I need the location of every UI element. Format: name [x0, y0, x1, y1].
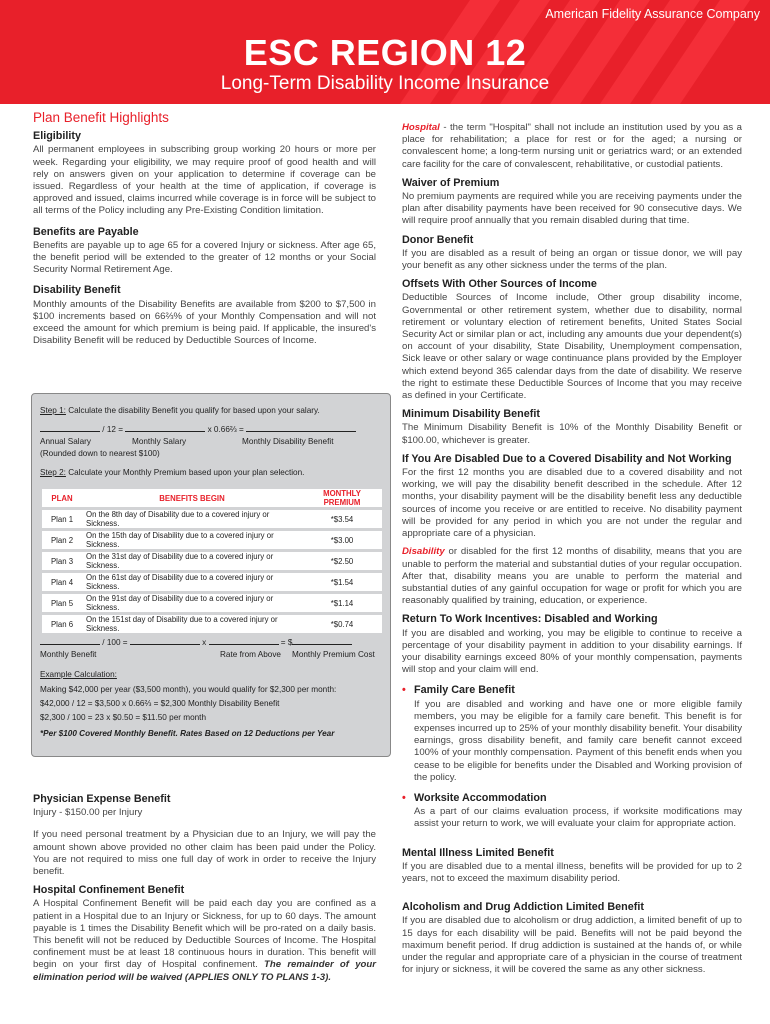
rate-label: Rate from Above — [220, 650, 281, 659]
formula2b: x — [202, 638, 207, 647]
table-row — [42, 615, 382, 633]
disability-term: Disability — [402, 546, 445, 558]
plan-cell: Plan 3 — [42, 552, 82, 570]
table-row — [42, 531, 382, 549]
step1-text: Calculate the disability Benefit you qualify for based upon your salary. — [68, 406, 320, 415]
plan-cell: Plan 4 — [42, 573, 82, 591]
plan-table — [42, 486, 382, 636]
disability-heading: Disability Benefit — [33, 284, 121, 297]
example-line-1: Making $42,000 per year ($3,500 month), you would qualify for $2,300 per month: — [40, 685, 337, 694]
bullet-icon: • — [402, 791, 406, 804]
covered-text: For the first 12 months you are disabled due to a covered disability and not working, we will pay the disability benefit described in the schedule. After 12 months, your disability payment will be the disability benefit less any deductible sources of income you receive or are entitled to receive. No disability payment will be provided for any period in which you are not under the regular and appropriate care of a physician. — [402, 467, 742, 540]
rtw-heading: Return To Work Incentives: Disabled and Working — [402, 613, 658, 626]
donor-text: If you are disabled as a result of being an organ or tissue donor, we will pay your benefit as any other sickness under the terms of the plan. — [402, 247, 742, 272]
worksite-text: As a part of our claims evaluation process, if worksite modifications may assist your return to work, we will evaluate your claim for appropriate action. — [414, 806, 742, 830]
payable-heading: Benefits are Payable — [33, 225, 139, 238]
begins-cell: On the 15th day of Disability due to a covered injury or Sickness. — [82, 531, 302, 549]
offsets-heading: Offsets With Other Sources of Income — [402, 278, 597, 291]
worksite-heading: Worksite Accommodation — [414, 791, 547, 804]
hospital-bold: The remainder of your elimination period will be waived (APPLIES ONLY TO PLANS 1-3). — [33, 959, 376, 983]
minimum-text: The Minimum Disability Benefit is 10% of the Monthly Disability Benefit or $100.00, whichever is greater. — [402, 422, 742, 446]
footnote: *Per $100 Covered Monthly Benefit. Rates Based on 12 Deductions per Year — [40, 729, 335, 738]
bullet-icon: • — [402, 684, 406, 697]
step2-text: Calculate your Monthly Premium based upon your plan selection. — [68, 468, 305, 477]
calculation-box — [31, 393, 391, 757]
table-row — [42, 573, 382, 591]
premium-cell: *$3.54 — [302, 510, 382, 528]
table-row — [42, 552, 382, 570]
table-row — [42, 594, 382, 612]
physician-sub: Injury - $150.00 per Injury — [33, 807, 143, 819]
hospital-definition — [402, 122, 742, 171]
mental-heading: Mental Illness Limited Benefit — [402, 846, 554, 859]
hospital-term: Hospital — [402, 122, 440, 133]
formula2a: / 100 = — [102, 638, 128, 647]
example-line-3: $2,300 / 100 = 23 x $0.50 = $11.50 per month — [40, 713, 206, 722]
eligibility-text: All permanent employees in subscribing group working 20 hours or more per week. Regarding your eligibility, we may require proof of good health and will rely on answers given on your application to determine if coverage can be issued. Regardless of your health at the time of application, if coverage is approved and issued, claims incurred while coverage is in force will be subject to all terms of the Policy including any Pre-Existing Condition limitation. — [33, 144, 376, 217]
right-column — [402, 122, 742, 976]
disability-def: or disabled for the first 12 months of disability, means that you are unable to perform the material and substantial duties of your regular occupation. After that, disability means you are unable to perform the material and substantial duties of any gainful occupation for wage or profit for which you are reasonably qualified by training, education, or experience. — [402, 546, 742, 607]
alcohol-text: If you are disabled due to alcoholism or drug addiction, a limited benefit of up to 15 days for each disability will be paid. Benefits will not be paid beyond the maximum benefit period. If drug addiction is sustained at the hands of, or while under the regular and appropriate care of a physician in the course of treatment for injury or sickness, it will be covered the same as any other sickness. — [402, 915, 742, 976]
example-heading: Example Calculation: — [40, 670, 117, 679]
premium-cell: *$1.14 — [302, 594, 382, 612]
col-plan: PLAN — [42, 489, 82, 507]
col-premium: MONTHLY PREMIUM — [302, 489, 382, 507]
family-heading: Family Care Benefit — [414, 684, 515, 697]
step1-label: Step 1: — [40, 406, 66, 415]
monthly-benefit-label: Monthly Benefit — [40, 650, 97, 659]
annual-salary-label: Annual Salary — [40, 437, 91, 446]
section-title: Plan Benefit Highlights — [33, 110, 169, 125]
rtw-text: If you are disabled and working, you may be eligible to continue to receive a percentage of your disability payment in addition to your disability earnings. If your disability earnings exceed 80% of your monthly compensation, payments will stop and your claim will end. — [402, 627, 742, 676]
payable-text: Benefits are payable up to age 65 for a covered Injury or sickness. After age 65, the benefit period will be extended to the greater of 12 months or your Social Security Normal Retirement Age. — [33, 239, 376, 276]
hospital-text — [33, 898, 376, 983]
begins-cell: On the 151st day of Disability due to a covered injury or Sickness. — [82, 615, 302, 633]
header-banner — [0, 0, 770, 104]
rounded-note: (Rounded down to nearest $100) — [40, 449, 160, 458]
eligibility-heading: Eligibility — [33, 130, 81, 143]
example-line-2: $42,000 / 12 = $3,500 x 0.66⅔ = $2,300 Monthly Disability Benefit — [40, 699, 280, 708]
begins-cell: On the 61st day of Disability due to a covered injury or Sickness. — [82, 573, 302, 591]
alcohol-heading: Alcoholism and Drug Addiction Limited Benefit — [402, 901, 644, 914]
covered-heading: If You Are Disabled Due to a Covered Disability and Not Working — [402, 452, 732, 465]
physician-text: If you need personal treatment by a Physician due to an Injury, we will pay the amount shown above provided no other claim has been paid under the Policy. You are not required to miss one full day of work in order to receive the Injury benefit. — [33, 829, 376, 878]
offsets-text: Deductible Sources of Income include, Other group disability income, Governmental or other retirement system, whether due to disability, normal retirement or voluntary election of retirement benefits, United States Social Security Act or similar plan or act, including any amounts due your dependent(s) on account of your disability, State Disability, Unemployment compensation, Sick leave or other salary or wage continuance plans provided by the Employer which extend beyond 365 calendar days from the date of disability. We reserve the right to estimate these Deductible Sources of Income that you may receive as defined in your Certificate. — [402, 292, 742, 402]
hospital-body: A Hospital Confinement Benefit will be paid each day you are confined as a patient in a Hospital due to an Injury or Sickness, for up to 60 days. The amount payable is 1 times the Disability Benefit which will be pro-rated on a daily basis. This benefit will not be reduced by Deductible Sources of Income. The Hospital confinement must be at least 18 continuous hours in duration. This benefit will begin on your first day of Hospital confinement. — [33, 898, 376, 971]
waiver-heading: Waiver of Premium — [402, 176, 500, 189]
premium-cost-label: Monthly Premium Cost — [292, 650, 375, 659]
plan-cell: Plan 5 — [42, 594, 82, 612]
premium-cell: *$1.54 — [302, 573, 382, 591]
family-text: If you are disabled and working and have one or more eligible family members, you may be eligible for a family care benefit. This benefit is for expenses incurred up to 25% of your monthly disability benefit. Your disability earnings, gross disability benefit, and family care benefit cannot exceed 100% of your monthly compensation. Payment of this benefit ends when you cease to be eligible for benefits under the Disabled and Working provision of the policy. — [414, 698, 742, 783]
donor-heading: Donor Benefit — [402, 233, 474, 246]
company-name: American Fidelity Assurance Company — [545, 7, 760, 21]
page-title: ESC REGION 12 — [243, 32, 527, 73]
left-lower-column — [33, 788, 376, 984]
left-column — [33, 112, 376, 347]
disability-text: Monthly amounts of the Disability Benefits are available from $200 to $7,500 in $100 increments based on 66⅔% of your Monthly Compensation and will not exceed the amount for which premium is being paid. If applicable, the insured's Disability Benefit will be reduced by Deductible Sources of Income. — [33, 298, 376, 347]
page-subtitle: Long-Term Disability Income Insurance — [220, 73, 550, 94]
premium-cell: *$3.00 — [302, 531, 382, 549]
monthly-salary-label: Monthly Salary — [132, 437, 187, 446]
premium-cell: *$0.74 — [302, 615, 382, 633]
formula1: / 12 = — [102, 425, 123, 434]
plan-cell: Plan 6 — [42, 615, 82, 633]
mental-text: If you are disabled due to a mental illness, benefits will be provided for up to 2 years, not to exceed the maximum disability period. — [402, 860, 742, 884]
physician-heading: Physician Expense Benefit — [33, 793, 171, 805]
hospital-def: - the term "Hospital" shall not include an institution used by you as a place for rehabilitation; a place for rest or for the aged; a nursing or convalescent home; a long-term nursing unit or geriatrics ward; or an extended care facility for the care of convalescent, rehabilitative, or custodial patients. — [402, 122, 742, 170]
waiver-text: No premium payments are required while you are receiving payments under the plan after disability payments have been received for 90 consecutive days. We will require proof annually that you remain disabled during that time. — [402, 191, 742, 227]
begins-cell: On the 8th day of Disability due to a covered injury or Sickness. — [82, 510, 302, 528]
step2-label: Step 2: — [40, 468, 66, 477]
formula2c: = $ — [280, 638, 293, 647]
minimum-heading: Minimum Disability Benefit — [402, 408, 540, 421]
hospital-heading: Hospital Confinement Benefit — [33, 884, 185, 897]
monthly-disability-label: Monthly Disability Benefit — [242, 437, 334, 446]
premium-cell: *$2.50 — [302, 552, 382, 570]
begins-cell: On the 91st day of Disability due to a covered injury or Sickness. — [82, 594, 302, 612]
formula1b: x 0.66⅔ = — [207, 425, 244, 434]
col-benefits: BENEFITS BEGIN — [82, 489, 302, 507]
plan-cell: Plan 2 — [42, 531, 82, 549]
begins-cell: On the 31st day of Disability due to a covered injury or Sickness. — [82, 552, 302, 570]
plan-cell: Plan 1 — [42, 510, 82, 528]
disability-definition — [402, 546, 742, 607]
table-row — [42, 510, 382, 528]
